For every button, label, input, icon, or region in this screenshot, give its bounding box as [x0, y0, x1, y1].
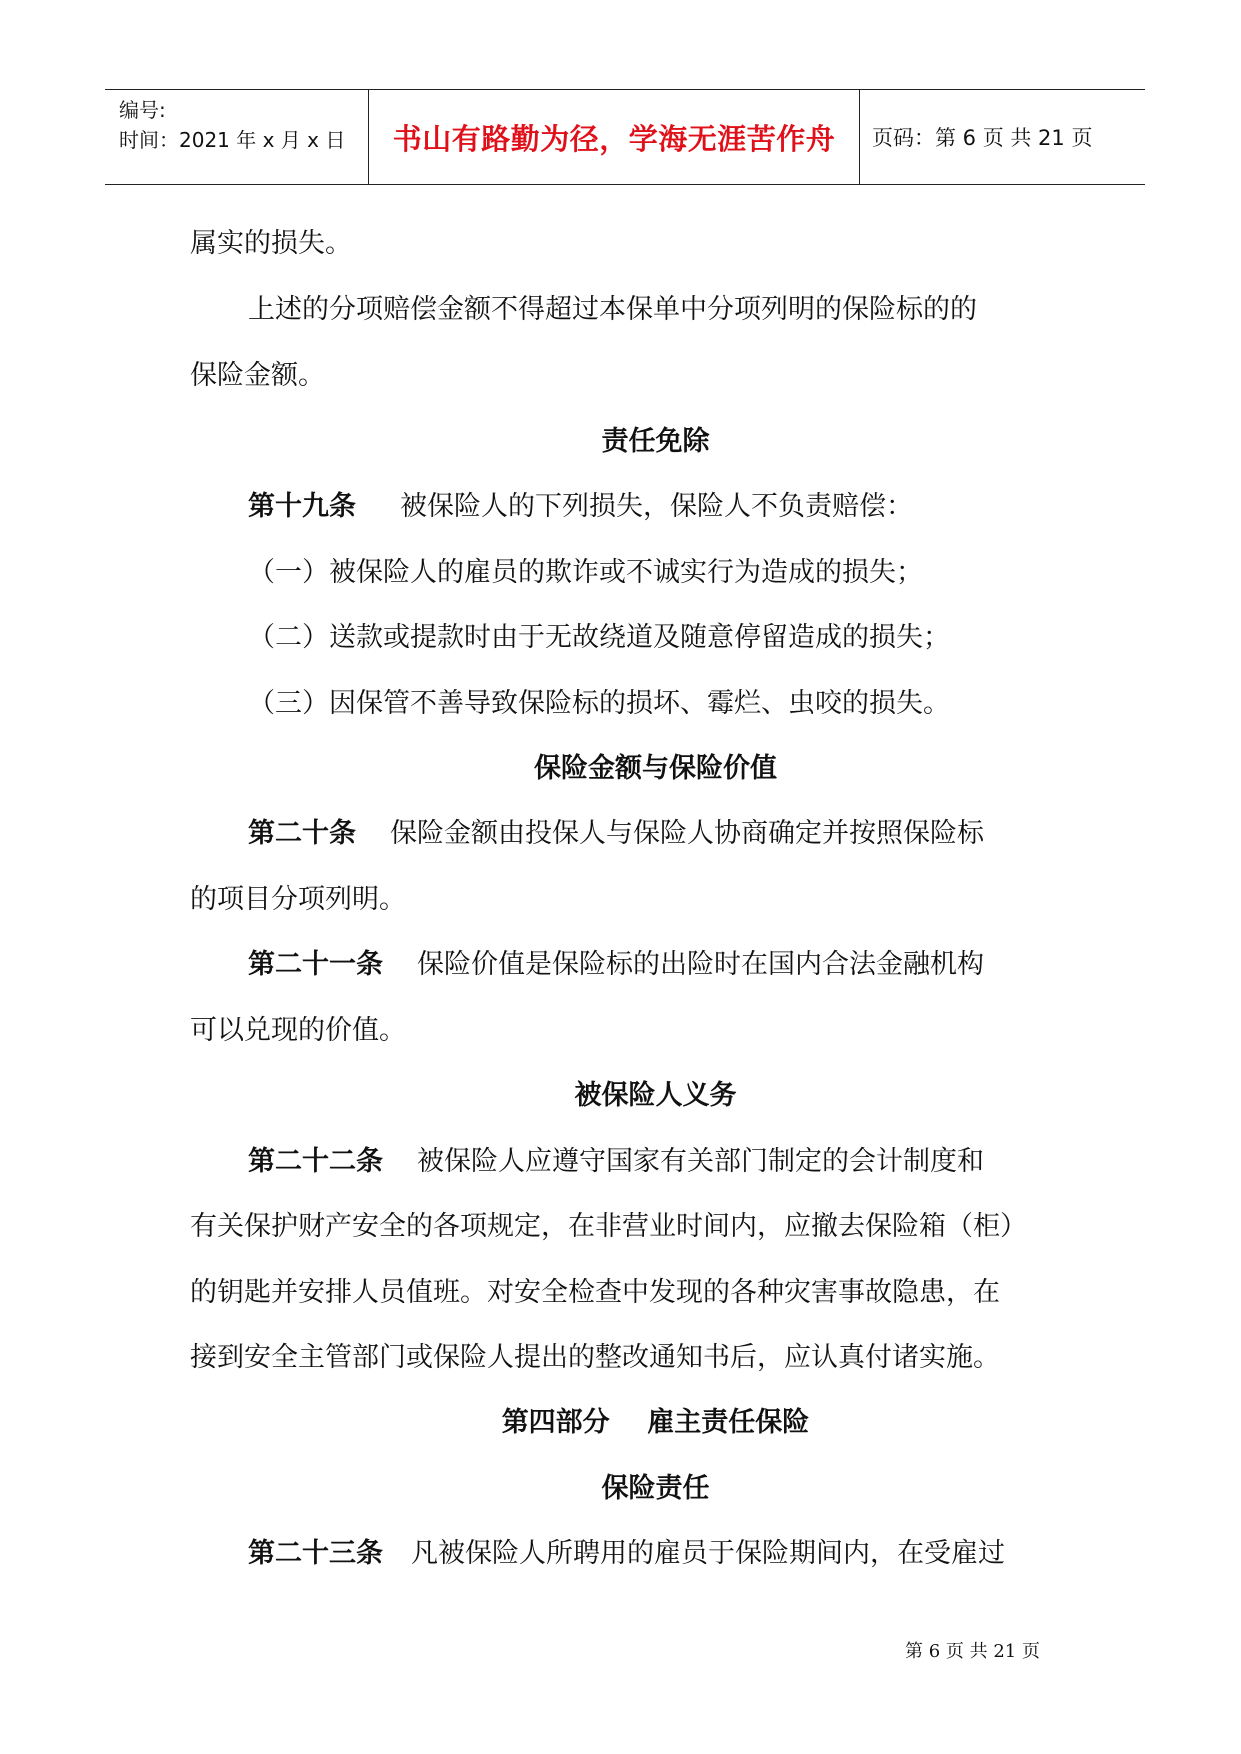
serial-number-label: 编号: [119, 98, 166, 122]
motto-text: 书山有路勤为径，学海无涯苦作舟 [392, 121, 836, 156]
paragraph-line: 的项目分项列明。 [190, 884, 406, 915]
paragraph-line: 保险金额。 [190, 360, 325, 391]
header-info-cell [105, 90, 369, 184]
page-header [105, 89, 1145, 185]
list-item: （二）送款或提款时由于无故绕道及随意停留造成的损失； [248, 622, 950, 653]
part-heading: 第四部分 雇主责任保险 [501, 1407, 810, 1438]
date-label: 时间：2021 年 x 月 x 日 [119, 128, 346, 152]
article-text: 保险金额由投保人与保险人协商确定并按照保险标 [390, 818, 984, 849]
article-19 [248, 493, 913, 520]
header-page-cell [860, 90, 1145, 184]
paragraph-line: 有关保护财产安全的各项规定，在非营业时间内，应撤去保险箱（柜） [190, 1211, 1027, 1242]
list-item: （三）因保管不善导致保险标的损坏、霉烂、虫咬的损失。 [248, 688, 950, 719]
article-text: 被保险人应遵守国家有关部门制定的会计制度和 [417, 1146, 984, 1177]
article-text: 保险价值是保险标的出险时在国内合法金融机构 [417, 949, 984, 980]
article-label: 第二十一条 [248, 949, 383, 980]
article-label: 第二十条 [248, 818, 356, 849]
paragraph-line: 可以兑现的价值。 [190, 1015, 406, 1046]
article-text: 凡被保险人所聘用的雇员于保险期间内，在受雇过 [411, 1538, 1005, 1569]
article-20 [248, 820, 984, 847]
paragraph-line: 接到安全主管部门或保险人提出的整改通知书后，应认真付诸实施。 [190, 1342, 1000, 1373]
article-23 [248, 1540, 1005, 1567]
article-text: 被保险人的下列损失，保险人不负责赔偿： [400, 491, 913, 522]
article-label: 第二十三条 [248, 1538, 383, 1569]
paragraph-line: 属实的损失。 [190, 228, 352, 259]
section-heading: 保险金额与保险价值 [534, 753, 777, 784]
section-heading: 被保险人义务 [574, 1080, 737, 1111]
article-22 [248, 1148, 984, 1175]
list-item: （一）被保险人的雇员的欺诈或不诚实行为造成的损失； [248, 557, 923, 588]
paragraph-line: 上述的分项赔偿金额不得超过本保单中分项列明的保险标的的 [248, 294, 977, 325]
header-page-number: 页码：第 6 页 共 21 页 [872, 126, 1093, 150]
header-motto-cell [369, 90, 860, 184]
article-21 [248, 951, 984, 978]
article-label: 第十九条 [248, 491, 356, 522]
article-label: 第二十二条 [248, 1146, 383, 1177]
page-footer-number: 第 6 页 共 21 页 [905, 1641, 1040, 1662]
paragraph-line: 的钥匙并安排人员值班。对安全检查中发现的各种灾害事故隐患，在 [190, 1277, 1000, 1308]
section-heading: 责任免除 [601, 426, 710, 457]
section-heading: 保险责任 [601, 1473, 710, 1504]
